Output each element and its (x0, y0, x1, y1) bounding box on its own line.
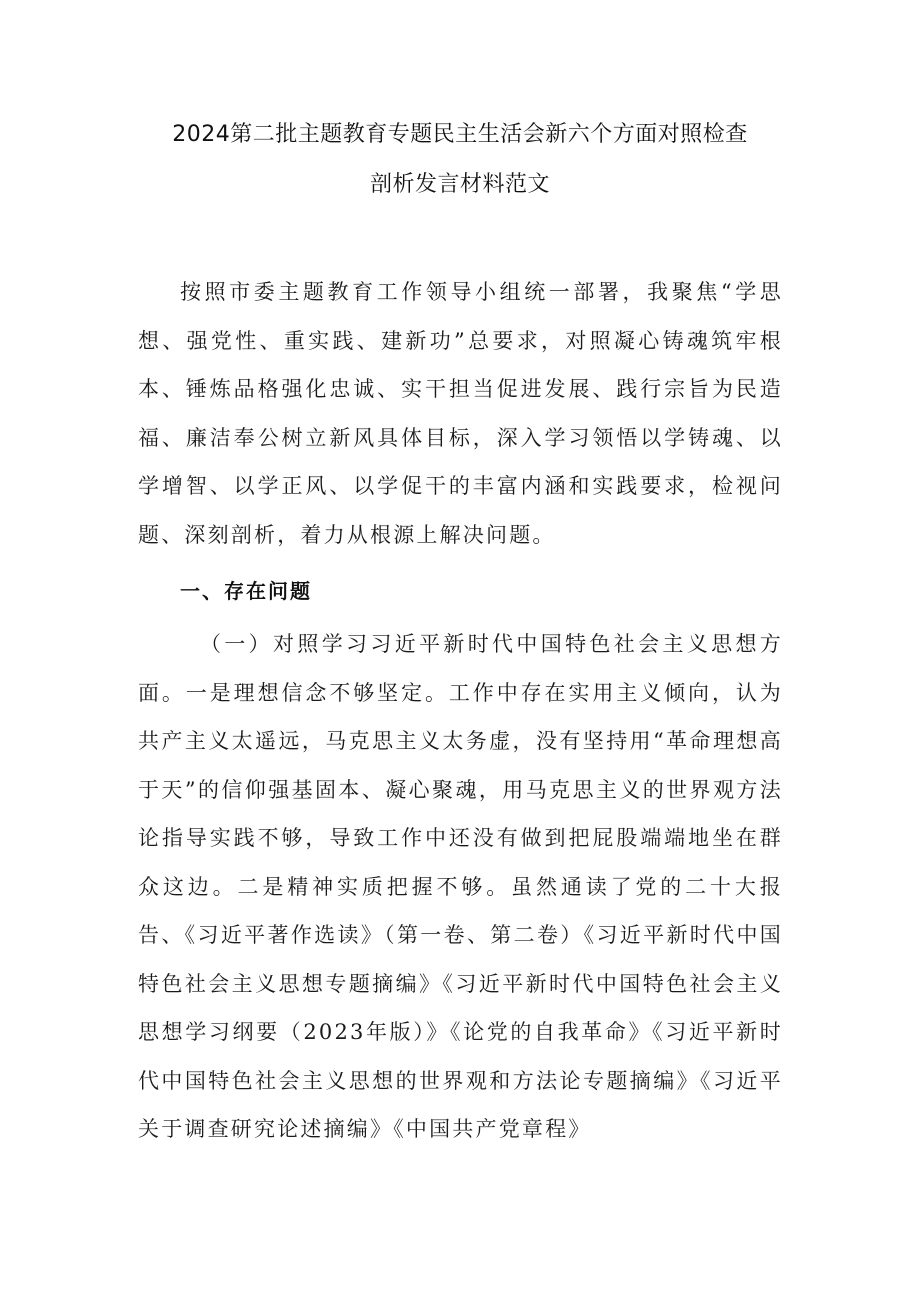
document-title-line-2: 剖析发言材料范文 (369, 172, 550, 197)
subsection-paragraph-1: （一）对照学习习近平新时代中国特色社会主义思想方面。一是理想信念不够坚定。工作中存在实用主义倾向，认为共产主义太遥远，马克思主义太务虚，没有坚持用“革命理想高于天”的信仰强基固本、凝心聚魂，用马克思主义的世界观方法论指导实践不够，导致工作中还没有做到把屁股端端地坐在群众这边。二是精神实质把握不够。虽然通读了党的二十大报告、《习近平著作选读》（第一卷、第二卷）《习近平新时代中国特色社会主义思想专题摘编》《习近平新时代中国特色社会主义思想学习纲要（2023年版）》《论党的自我革命》《习近平新时代中国特色社会主义思想的世界观和方法论专题摘编》《习近平关于调查研究论述摘编》《中国共产党章程》 (138, 632, 783, 1141)
section-heading-problems: 一、存在问题 (180, 579, 312, 603)
document-title-line-1: 2024第二批主题教育专题民主生活会新六个方面对照检查 (172, 122, 748, 147)
intro-paragraph: 按照市委主题教育工作领导小组统一部署，我聚焦“学思想、强党性、重实践、建新功”总要求，对照凝心铸魂筑牢根本、锤炼品格强化忠诚、实干担当促进发展、践行宗旨为民造福、廉洁奉公树立新风具体目标，深入学习领悟以学铸魂、以学增智、以学正风、以学促干的丰富内涵和实践要求，检视问题、深刻剖析，着力从根源上解决问题。 (138, 280, 783, 547)
